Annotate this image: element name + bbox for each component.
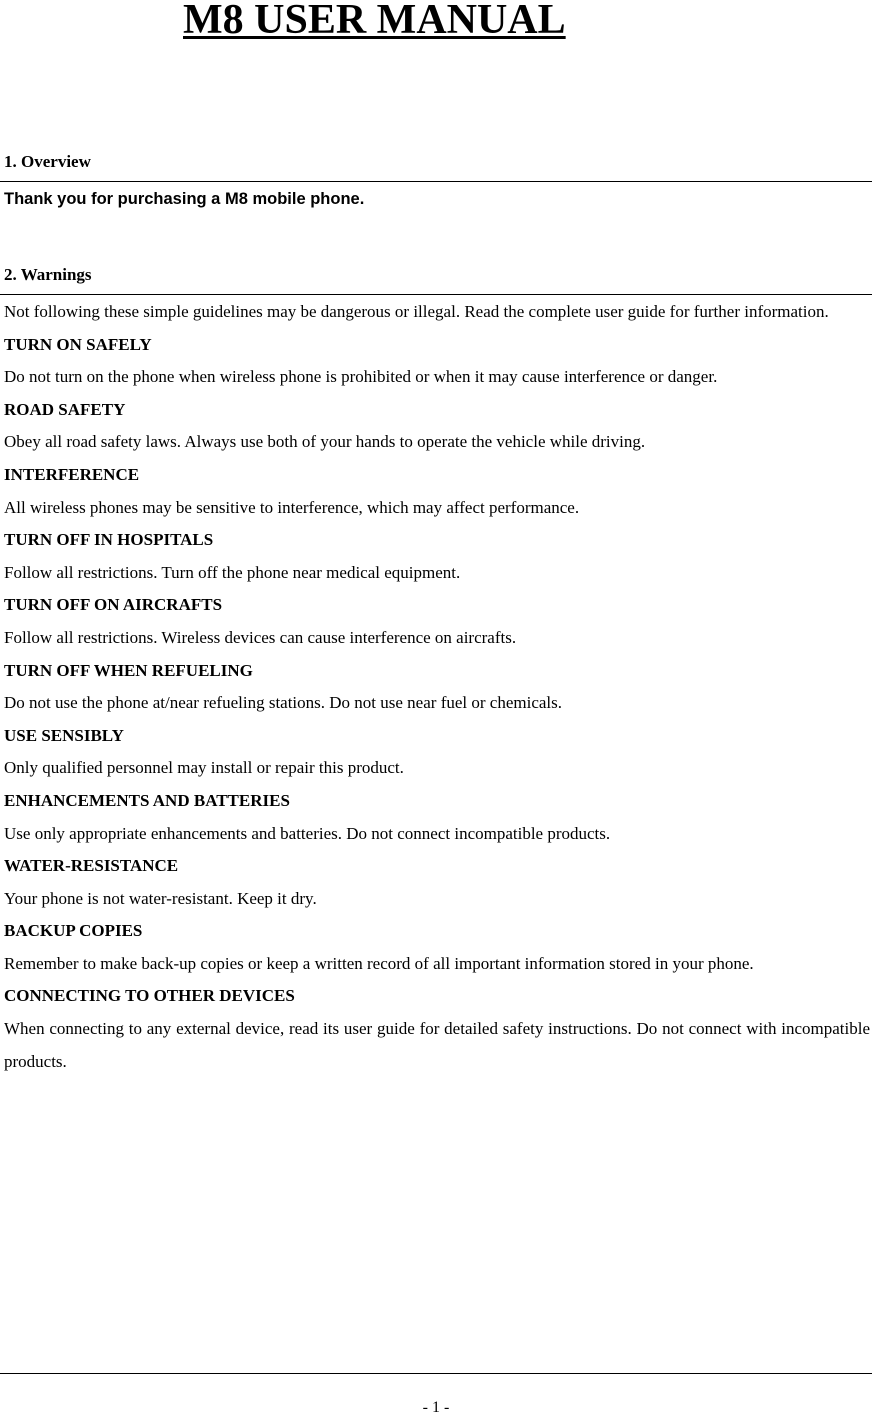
document-title: M8 USER MANUAL: [183, 0, 566, 43]
warnings-intro: Not following these simple guidelines may be dangerous or illegal. Read the complete user guide for further information.: [4, 302, 829, 321]
warning-title: INTERFERENCE: [4, 464, 140, 484]
warning-title: TURN OFF IN HOSPITALS: [4, 530, 214, 550]
warning-text: Follow all restrictions. Turn off the phone near medical equipment.: [4, 562, 461, 582]
warning-text: Obey all road safety laws. Always use both of your hands to operate the vehicle while driving.: [4, 432, 646, 452]
warning-text: Only qualified personnel may install or repair this product.: [4, 758, 404, 778]
warning-item-connecting-to-other-devices: [4, 980, 870, 1078]
warning-item-interference: [4, 459, 870, 524]
warning-item-water-resistance: [4, 850, 870, 915]
warning-item-road-safety: [4, 394, 870, 459]
warning-title: TURN OFF WHEN REFUELING: [4, 660, 253, 680]
warning-text: Follow all restrictions. Wireless devices can cause interference on aircrafts.: [4, 627, 517, 647]
warnings-heading: 2. Warnings: [4, 265, 92, 284]
warning-item-use-sensibly: [4, 720, 870, 785]
overview-text: Thank you for purchasing a M8 mobile phone.: [4, 190, 365, 208]
warning-item-turn-off-in-hospitals: [4, 524, 870, 589]
warnings-body: [4, 296, 870, 1078]
warning-title: ENHANCEMENTS AND BATTERIES: [4, 790, 290, 810]
warning-text: Use only appropriate enhancements and batteries. Do not connect incompatible products.: [4, 823, 611, 843]
warning-title: TURN OFF ON AIRCRAFTS: [4, 595, 223, 615]
footer-divider: [0, 1373, 872, 1374]
warning-text: Remember to make back-up copies or keep a written record of all important information stored in your phone.: [4, 953, 754, 973]
warning-title: USE SENSIBLY: [4, 725, 124, 745]
overview-heading: 1. Overview: [4, 152, 91, 171]
warning-title: CONNECTING TO OTHER DEVICES: [4, 986, 295, 1006]
warning-text: All wireless phones may be sensitive to interference, which may affect performance.: [4, 497, 580, 517]
warning-item-enhancements-and-batteries: [4, 785, 870, 850]
warning-text: Do not use the phone at/near refueling stations. Do not use near fuel or chemicals.: [4, 693, 562, 713]
warning-text: When connecting to any external device, read its user guide for detailed safety instructions. Do not connect with incompatible products.: [4, 1019, 870, 1071]
warning-text: Do not turn on the phone when wireless phone is prohibited or when it may cause interference or danger.: [4, 367, 718, 387]
warning-item-backup-copies: [4, 915, 870, 980]
warning-item-turn-off-when-refueling: [4, 655, 870, 720]
warning-title: TURN ON SAFELY: [4, 334, 152, 354]
warning-item-turn-on-safely: [4, 329, 870, 394]
overview-divider: [0, 181, 872, 182]
warning-item-turn-off-on-aircrafts: [4, 589, 870, 654]
warning-text: Your phone is not water-resistant. Keep it dry.: [4, 888, 317, 908]
warning-title: ROAD SAFETY: [4, 399, 126, 419]
page-number: - 1 -: [422, 1399, 450, 1416]
warnings-divider: [0, 294, 872, 295]
warning-title: BACKUP COPIES: [4, 921, 143, 941]
warning-title: WATER-RESISTANCE: [4, 856, 179, 876]
